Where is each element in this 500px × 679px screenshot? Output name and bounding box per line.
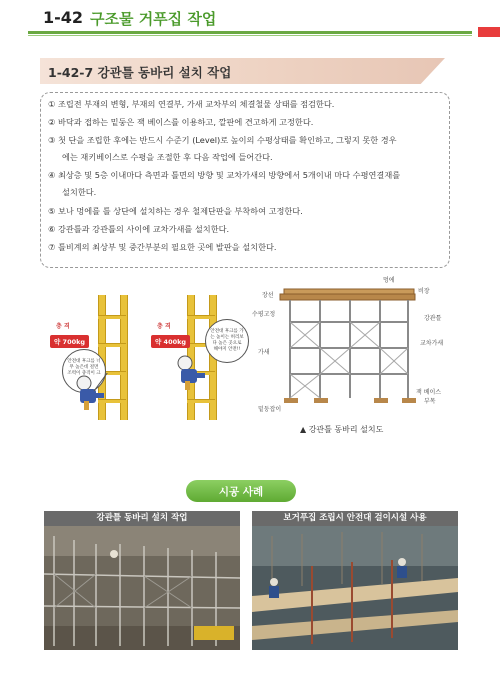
header-rule-thin	[28, 35, 472, 36]
instruction-item-4: ④ 최상층 및 5층 이내마다 측면과 틀면의 방향 및 교차가새의 방향에서 5개이내 마다 수평연결재를 설치한다.	[48, 170, 401, 197]
worker-figure-icon	[70, 373, 110, 413]
jangseon-beam	[284, 289, 414, 294]
label-suppyeong: 수평고정	[252, 311, 276, 318]
header-rule	[28, 31, 472, 34]
photo-2-title: 보거푸집 조립시 안전대 걸이시설 사용	[252, 511, 458, 526]
instruction-item-2: ② 바닥과 접하는 밑둥은 잭 베이스를 이용하고, 깔판에 견고하게 고정한다.	[48, 117, 314, 127]
label-jangseon: 장선	[262, 292, 274, 299]
fall-illustration-2	[145, 295, 245, 420]
photo-1-title: 강관틀 동바리 설치 작업	[44, 511, 240, 526]
label-ganggwanteul: 강관틀	[424, 315, 442, 322]
header-tab-marker	[478, 27, 500, 37]
load-tag-400kg: 약 400kg	[151, 335, 190, 348]
instruction-item-7: ⑦ 틀비계의 최상부 및 중간부분의 필요한 곳에 발판을 설치한다.	[48, 242, 277, 252]
photo-2-safety-rail	[252, 526, 458, 650]
label-mitdung: 밑둥잡이	[258, 406, 282, 413]
instruction-item-5: ⑤ 보나 멍에를 틀 상단에 설치하는 경우 철제단판을 부착하여 고정한다.	[48, 206, 303, 216]
base-timber	[314, 398, 328, 403]
worker-figure-icon	[171, 353, 211, 395]
meonge-beam	[280, 294, 415, 300]
base-timber	[284, 398, 298, 403]
chapter-title: 구조물 거푸집 작업	[90, 10, 217, 28]
base-timber	[402, 398, 416, 403]
figure-caption: ▲ 강관틀 동바리 설치도	[300, 425, 384, 434]
label-jackbase: 잭 베이스	[416, 389, 442, 396]
label-meonge: 멍에	[383, 277, 395, 284]
section-title: 1-42-7 강관틀 동바리 설치 작업	[48, 65, 232, 80]
speech-bubble-1: 안전대 후크를 너무 높은데 걸면 조력이 충격이 크	[62, 349, 106, 393]
fall-illustration-1	[40, 295, 140, 420]
impact-label-2: 충 격	[157, 323, 171, 330]
instruction-item-3: ③ 첫 단을 조립한 후에는 반드시 수준기 (Level)로 높이의 수평상태를 확인하고, 그렇지 못한 경우 에는 재키베이스로 수평을 조절한 후 다음 작업에 들어간다.	[48, 135, 397, 162]
label-gyochagasae: 교차가새	[420, 340, 444, 347]
speech-bubble-2: 안전대 후크를 가는 높이는 허리보다 높은 곳으로 해야지 안전!!	[205, 319, 249, 363]
base-timber	[374, 398, 388, 403]
instruction-item-6: ⑥ 강관틀과 강관틀의 사이에 교차가새를 설치한다.	[48, 224, 230, 234]
photo-1-scaffold-work	[44, 526, 240, 650]
label-bijang: 비장	[418, 288, 430, 295]
impact-label-1: 충 격	[56, 323, 70, 330]
scaffold-diagram	[270, 280, 420, 410]
case-title: 시공 사례	[218, 486, 264, 498]
page-number: 1-42	[43, 8, 84, 27]
load-tag-700kg: 약 700kg	[50, 335, 89, 348]
instruction-item-1: ① 조립전 부재의 변형, 부재의 연결부, 가새 교차부의 체결철물 상태를 점검한다.	[48, 99, 335, 109]
label-gasae: 가새	[258, 349, 270, 356]
label-bupum: 부목	[424, 398, 436, 405]
